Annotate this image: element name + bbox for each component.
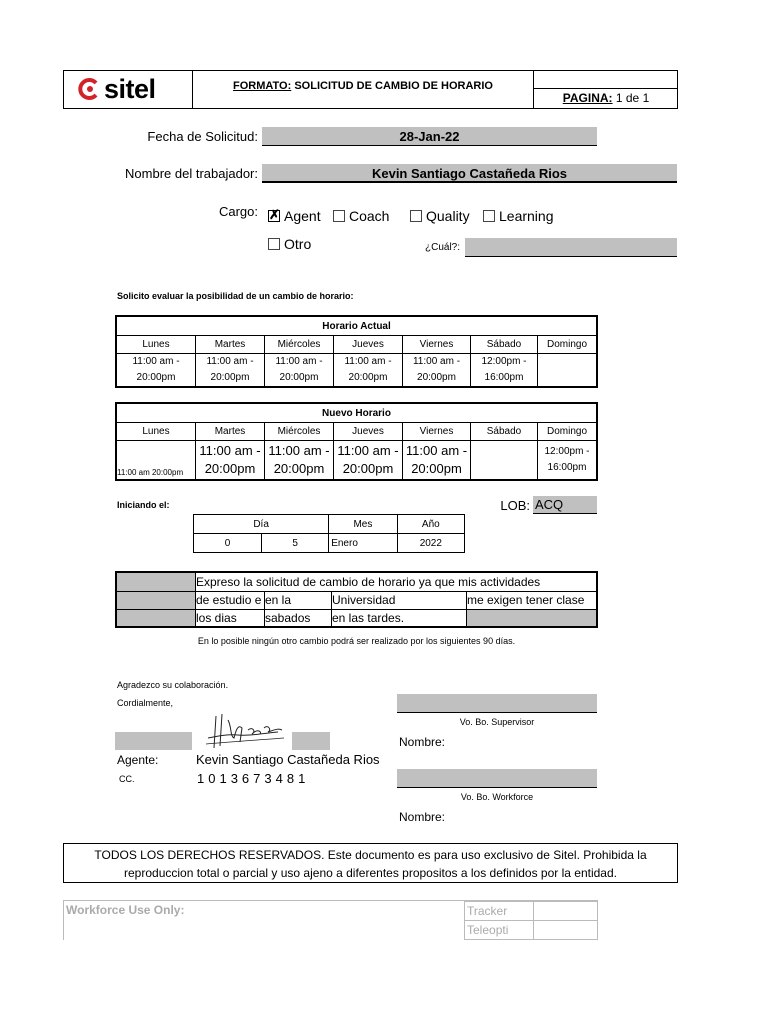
dia1-cell[interactable]: 0: [194, 534, 262, 553]
teleopti-label: Teleopti: [465, 921, 534, 940]
horario-actual-table: [115, 315, 598, 388]
cual-field[interactable]: [465, 238, 677, 257]
nuevo-time-1: 11:00 am -: [337, 443, 399, 458]
nuevo-time-cell: [196, 441, 265, 481]
actual-time-1: 11:00 am -: [206, 356, 254, 367]
razon-line1: Expreso la solicitud de cambio de horario ya que mis actividades: [196, 572, 598, 591]
nuevo-time-2: 20:00pm: [342, 461, 394, 476]
pagina-label: PAGINA:: [562, 91, 613, 105]
actual-time-2: 20:00pm: [348, 372, 388, 383]
cc-value: 1013673481: [197, 771, 310, 786]
option-coach-label: Coach: [349, 208, 390, 224]
horario-actual-title: Horario Actual: [116, 316, 597, 336]
cc-label: CC.: [119, 774, 135, 784]
option-quality[interactable]: [410, 208, 470, 224]
actual-time-cell: [403, 354, 471, 388]
sitel-logo: [76, 72, 156, 106]
nombre2-label: Nombre:: [399, 810, 446, 824]
nuevo-time-1: 11:00 am -: [199, 443, 261, 458]
formato-title: [193, 80, 533, 92]
nuevo-day: Miércoles: [265, 423, 334, 441]
checkbox-quality[interactable]: [410, 210, 422, 222]
actual-day: Lunes: [116, 336, 196, 354]
checkbox-agent-checked[interactable]: ✗: [269, 207, 280, 222]
workforce-signature-field[interactable]: [397, 769, 597, 788]
checkbox-learning[interactable]: [483, 210, 495, 222]
logo-text: sitel: [104, 73, 156, 104]
nuevo-time-cell: [403, 441, 471, 481]
razon-cell-gray: [116, 591, 196, 609]
fecha-inicio-table: [193, 514, 465, 553]
formato-label: FORMATO:: [233, 80, 292, 92]
nuevo-sabado-cell: [471, 441, 538, 481]
actual-time-2: 16:00pm: [484, 372, 524, 383]
workforce-label: Workforce Use Only:: [66, 903, 185, 917]
pagina-value: 1 de 1: [615, 91, 650, 105]
nuevo-domingo-2: 16:00pm: [547, 462, 587, 473]
actual-time-2: 20:00pm: [279, 372, 319, 383]
nuevo-lunes-time: [116, 441, 196, 481]
lob-field[interactable]: ACQ: [533, 496, 597, 514]
actual-time-cell: [538, 354, 598, 388]
dia-header: Día: [194, 515, 329, 534]
razon-cell-gray: [467, 609, 598, 627]
nuevo-day: Lunes: [116, 423, 196, 441]
nuevo-time-cell: [265, 441, 334, 481]
fecha-field[interactable]: 28-Jan-22: [262, 127, 597, 146]
option-otro[interactable]: [268, 236, 311, 252]
nuevo-time-2: 20:00pm: [273, 461, 325, 476]
actual-time-1: 11:00 am -: [275, 356, 323, 367]
header-divider-3: [533, 88, 678, 89]
nombre1-label: Nombre:: [399, 735, 446, 749]
option-learning-label: Learning: [499, 208, 554, 224]
formato-value: SOLICITUD DE CAMBIO DE HORARIO: [294, 80, 493, 92]
nuevo-time-1: 11:00 am -: [268, 443, 330, 458]
actual-time-cell: [265, 354, 334, 388]
sitel-logo-icon: [76, 77, 100, 101]
actual-day: Sábado: [471, 336, 538, 354]
option-agent-label: Agent: [284, 208, 321, 224]
razon-cell-gray: [116, 609, 196, 627]
teleopti-field[interactable]: [534, 921, 598, 940]
agente-label: Agente:: [117, 753, 159, 767]
nuevo-day: Jueves: [334, 423, 403, 441]
vobo-supervisor: Vo. Bo. Supervisor: [459, 717, 535, 727]
nombre-field[interactable]: Kevin Santiago Castañeda Rios: [262, 164, 677, 183]
actual-time-2: 20:00pm: [417, 372, 456, 383]
actual-day: Domingo: [538, 336, 598, 354]
option-quality-label: Quality: [426, 208, 470, 224]
nuevo-day: Martes: [196, 423, 265, 441]
actual-time-1: 11:00 am -: [132, 356, 180, 367]
nuevo-horario-title: Nuevo Horario: [116, 403, 597, 423]
actual-time-cell: [334, 354, 403, 388]
actual-time-cell: [471, 354, 538, 388]
nombre-label: Nombre del trabajador:: [125, 166, 258, 181]
checkbox-otro[interactable]: [268, 238, 280, 250]
dia2-cell[interactable]: 5: [262, 534, 329, 553]
cordialmente-text: Cordialmente,: [117, 698, 174, 708]
nuevo-time-2: 20:00pm: [204, 461, 256, 476]
mes-cell[interactable]: Enero: [329, 534, 397, 553]
option-coach[interactable]: [333, 208, 389, 224]
fecha-label: Fecha de Solicitud:: [147, 129, 258, 144]
option-otro-label: Otro: [284, 236, 312, 252]
nuevo-horario-table: [115, 402, 598, 481]
razon-cell-gray: [116, 572, 196, 591]
razon-cell: en las tardes.: [332, 609, 467, 627]
actual-time-2: 20:00pm: [136, 372, 176, 383]
nuevo-day: Domingo: [538, 423, 598, 441]
nuevo-domingo-1: 12:00pm -: [544, 446, 590, 457]
razon-table: [115, 571, 598, 628]
nuevo-day: Sábado: [471, 423, 538, 441]
actual-time-2: 20:00pm: [210, 372, 250, 383]
agente-name: Kevin Santiago Castañeda Rios: [196, 752, 380, 767]
lob-label: LOB:: [500, 498, 530, 513]
agradezco-text: Agradezco su colaboración.: [117, 680, 229, 690]
actual-time-cell: [116, 354, 196, 388]
aviso-text: En lo posible ningún otro cambio podrá ser realizado por los siguientes 90 días.: [197, 636, 516, 646]
ano-cell[interactable]: 2022: [397, 534, 464, 553]
razon-cell: me exigen tener clase: [467, 591, 598, 609]
vobo-workforce: Vo. Bo. Workforce: [460, 792, 534, 802]
razon-cell: Universidad: [332, 591, 467, 609]
tracker-label: Tracker: [465, 902, 534, 921]
nuevo-domingo-cell: [538, 441, 598, 481]
rights-line2: reproduccion total o parcial y uso ajeno a diferentes propositos a los definidos por la entidad.: [124, 866, 617, 880]
actual-day: Viernes: [403, 336, 471, 354]
actual-day: Miércoles: [265, 336, 334, 354]
tracker-field[interactable]: [534, 902, 598, 921]
supervisor-signature-field[interactable]: [397, 694, 597, 713]
nuevo-time-2: 20:00pm: [411, 461, 462, 476]
nuevo-time-cell: [334, 441, 403, 481]
actual-day: Martes: [196, 336, 265, 354]
signature-line-left: [115, 732, 192, 750]
mes-header: Mes: [329, 515, 397, 534]
iniciando-label: Iniciando el:: [117, 500, 170, 510]
cargo-label: Cargo:: [218, 204, 258, 219]
razon-cell: en la: [265, 591, 332, 609]
pagina: [534, 91, 678, 105]
razon-cell: sabados: [265, 609, 332, 627]
razon-cell: de estudio e: [196, 591, 265, 609]
actual-time-1: 11:00 am -: [344, 356, 392, 367]
razon-cell: los dias: [196, 609, 265, 627]
rights-line1: TODOS LOS DERECHOS RESERVADOS. Este documento es para uso exclusivo de Sitel. Prohibida la: [94, 848, 647, 862]
solicito-text: Solicito evaluar la posibilidad de un cambio de horario:: [117, 291, 354, 301]
checkbox-coach[interactable]: [333, 210, 345, 222]
ano-header: Año: [397, 515, 464, 534]
actual-day: Jueves: [334, 336, 403, 354]
actual-time-cell: [196, 354, 265, 388]
nuevo-time-1: 11:00 am -: [405, 443, 468, 458]
option-agent[interactable]: [268, 208, 321, 224]
workforce-table: [464, 901, 598, 940]
rights-box: [63, 843, 678, 883]
cual-label: ¿Cuál?:: [424, 242, 460, 253]
signature-image: [198, 708, 290, 754]
actual-time-1: 11:00 am -: [412, 356, 461, 367]
actual-time-1: 12:00pm -: [481, 356, 527, 367]
option-learning[interactable]: [483, 208, 554, 224]
nuevo-lunes-time-text: 11:00 am 20:00pm: [117, 468, 184, 477]
nuevo-day: Viernes: [403, 423, 471, 441]
signature-line-right: [292, 732, 330, 750]
